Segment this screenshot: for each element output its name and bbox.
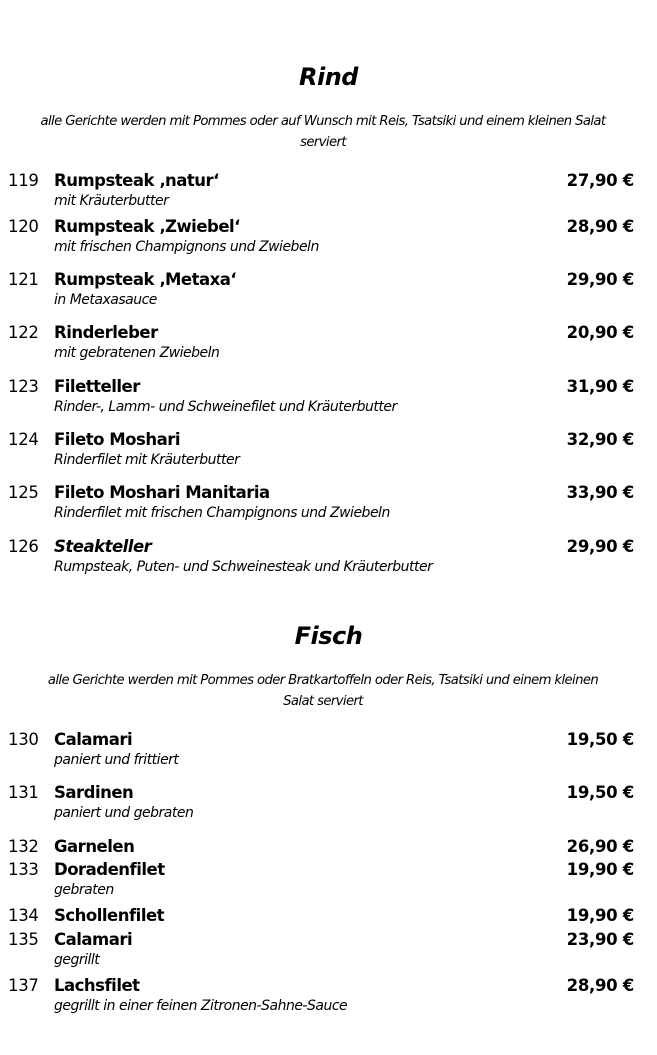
- item-number: 123: [8, 377, 39, 396]
- item-price: 19,90 €: [566, 906, 634, 925]
- item-name: Rumpsteak ‚Zwiebel‘: [54, 217, 240, 236]
- item-description: gebraten: [54, 882, 114, 898]
- item-description: mit gebratenen Zwiebeln: [54, 345, 220, 361]
- item-number: 135: [8, 930, 39, 949]
- item-name: Rumpsteak ‚Metaxa‘: [54, 270, 237, 289]
- item-number: 121: [8, 270, 39, 289]
- item-number: 137: [8, 976, 39, 995]
- section-title-fisch: Fisch: [294, 622, 363, 650]
- item-description: paniert und frittiert: [54, 752, 179, 768]
- item-number: 131: [8, 783, 39, 802]
- item-description: mit Kräuterbutter: [54, 193, 169, 209]
- item-description: gegrillt in einer feinen Zitronen-Sahne-Sauce: [54, 998, 348, 1014]
- item-price: 29,90 €: [566, 270, 634, 289]
- item-price: 27,90 €: [566, 171, 634, 190]
- item-name: Fileto Moshari: [54, 430, 180, 449]
- item-price: 23,90 €: [566, 930, 634, 949]
- section-note-fisch: [8, 670, 638, 712]
- item-number: 134: [8, 906, 39, 925]
- item-number: 132: [8, 837, 39, 856]
- item-name: Lachsfilet: [54, 976, 140, 995]
- item-description: Rinder-, Lamm- und Schweinefilet und Kräuterbutter: [54, 399, 397, 415]
- item-name: Sardinen: [54, 783, 134, 802]
- item-price: 28,90 €: [566, 217, 634, 236]
- item-name: Fileto Moshari Manitaria: [54, 483, 270, 502]
- item-number: 124: [8, 430, 39, 449]
- item-price: 31,90 €: [566, 377, 634, 396]
- item-description: in Metaxasauce: [54, 292, 157, 308]
- item-number: 126: [8, 537, 39, 556]
- item-price: 20,90 €: [566, 323, 634, 342]
- section-note-line: alle Gerichte werden mit Pommes oder auf Wunsch mit Reis, Tsatsiki und einem kleinen Salat: [40, 114, 606, 129]
- item-number: 119: [8, 171, 39, 190]
- item-description: Rinderfilet mit frischen Champignons und Zwiebeln: [54, 505, 390, 521]
- item-name: Doradenfilet: [54, 860, 165, 879]
- item-price: 33,90 €: [566, 483, 634, 502]
- item-number: 125: [8, 483, 39, 502]
- item-price: 32,90 €: [566, 430, 634, 449]
- section-note-rind: [8, 111, 638, 153]
- item-number: 122: [8, 323, 39, 342]
- item-name: Garnelen: [54, 837, 135, 856]
- item-name: Calamari: [54, 730, 133, 749]
- section-note-line: serviert: [300, 135, 346, 150]
- item-name: Rumpsteak ‚natur‘: [54, 171, 219, 190]
- item-number: 120: [8, 217, 39, 236]
- item-price: 29,90 €: [566, 537, 634, 556]
- item-description: gegrillt: [54, 952, 100, 968]
- section-note-line: Salat serviert: [283, 694, 363, 709]
- item-number: 130: [8, 730, 39, 749]
- item-price: 19,90 €: [566, 860, 634, 879]
- item-description: Rumpsteak, Puten- und Schweinesteak und Kräuterbutter: [54, 559, 433, 575]
- item-name: Filetteller: [54, 377, 140, 396]
- item-price: 28,90 €: [566, 976, 634, 995]
- item-description: Rinderfilet mit Kräuterbutter: [54, 452, 240, 468]
- item-number: 133: [8, 860, 39, 879]
- item-price: 19,50 €: [566, 730, 634, 749]
- item-description: mit frischen Champignons und Zwiebeln: [54, 239, 319, 255]
- section-title-rind: Rind: [299, 63, 358, 91]
- item-name: Schollenfilet: [54, 906, 165, 925]
- item-name: Steakteller: [54, 537, 152, 556]
- section-note-line: alle Gerichte werden mit Pommes oder Bratkartoffeln oder Reis, Tsatsiki und einem kleinen: [47, 673, 599, 688]
- item-name: Calamari: [54, 930, 133, 949]
- item-name: Rinderleber: [54, 323, 158, 342]
- item-description: paniert und gebraten: [54, 805, 194, 821]
- item-price: 26,90 €: [566, 837, 634, 856]
- item-price: 19,50 €: [566, 783, 634, 802]
